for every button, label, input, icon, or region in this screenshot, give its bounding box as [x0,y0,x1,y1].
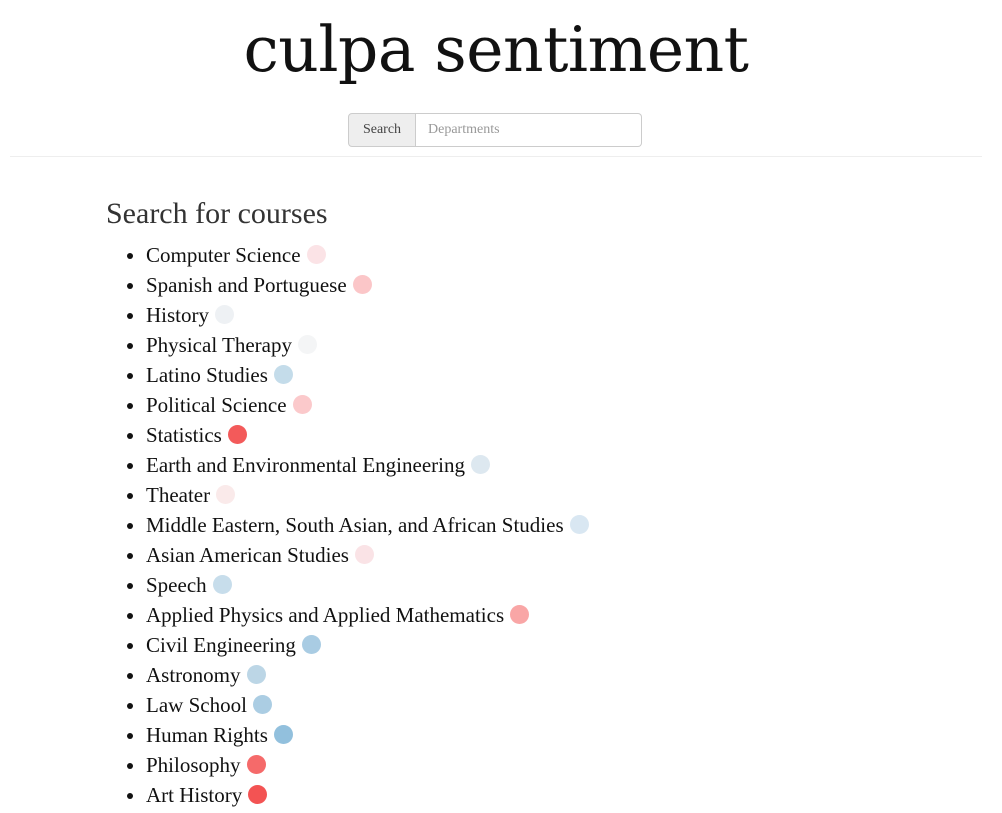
department-link[interactable]: Theater [146,483,211,507]
department-link[interactable]: Political Science [146,393,287,417]
list-item [146,510,589,540]
department-list [106,240,589,810]
list-item [146,690,589,720]
departments-search-input[interactable] [416,113,642,147]
sentiment-dot [247,665,266,684]
list-item [146,720,589,750]
site-title: culpa sentiment [243,13,749,86]
department-link[interactable]: Asian American Studies [146,543,349,567]
department-link[interactable]: Art History [146,783,243,807]
list-item [146,780,589,810]
sentiment-dot [274,365,293,384]
sentiment-dot [215,305,234,324]
list-item [146,750,589,780]
list-item [146,570,589,600]
sentiment-dot [253,695,272,714]
department-link[interactable]: Human Rights [146,723,268,747]
list-item [146,300,589,330]
sentiment-dot [302,635,321,654]
sentiment-dot [298,335,317,354]
department-link[interactable]: Latino Studies [146,363,268,387]
header-divider [10,156,982,157]
department-link[interactable]: Applied Physics and Applied Mathematics [146,603,505,627]
department-link[interactable]: Computer Science [146,243,301,267]
sentiment-dot [247,755,266,774]
department-link[interactable]: Speech [146,573,207,597]
department-link[interactable]: Middle Eastern, South Asian, and African Studies [146,513,564,537]
department-link[interactable]: Philosophy [146,753,241,777]
list-item [146,390,589,420]
list-item [146,450,589,480]
department-link[interactable]: Earth and Environmental Engineering [146,453,465,477]
sentiment-dot [471,455,490,474]
sentiment-dot [510,605,529,624]
department-link[interactable]: Spanish and Portuguese [146,273,347,297]
sentiment-dot [293,395,312,414]
search-bar [348,113,642,147]
list-item [146,270,589,300]
list-item [146,480,589,510]
section-heading: Search for courses [106,197,328,230]
department-link[interactable]: Astronomy [146,663,241,687]
sentiment-dot [216,485,235,504]
list-item [146,630,589,660]
department-link[interactable]: Civil Engineering [146,633,296,657]
search-button[interactable]: Search [348,113,416,147]
department-link[interactable]: Statistics [146,423,222,447]
list-item [146,420,589,450]
sentiment-dot [353,275,372,294]
sentiment-dot [307,245,326,264]
department-link[interactable]: Physical Therapy [146,333,292,357]
list-item [146,360,589,390]
list-item [146,660,589,690]
sentiment-dot [213,575,232,594]
list-item [146,330,589,360]
department-link[interactable]: History [146,303,209,327]
sentiment-dot [274,725,293,744]
list-item [146,600,589,630]
sentiment-dot [355,545,374,564]
sentiment-dot [228,425,247,444]
sentiment-dot [570,515,589,534]
list-item [146,240,589,270]
list-item [146,540,589,570]
sentiment-dot [248,785,267,804]
department-link[interactable]: Law School [146,693,247,717]
